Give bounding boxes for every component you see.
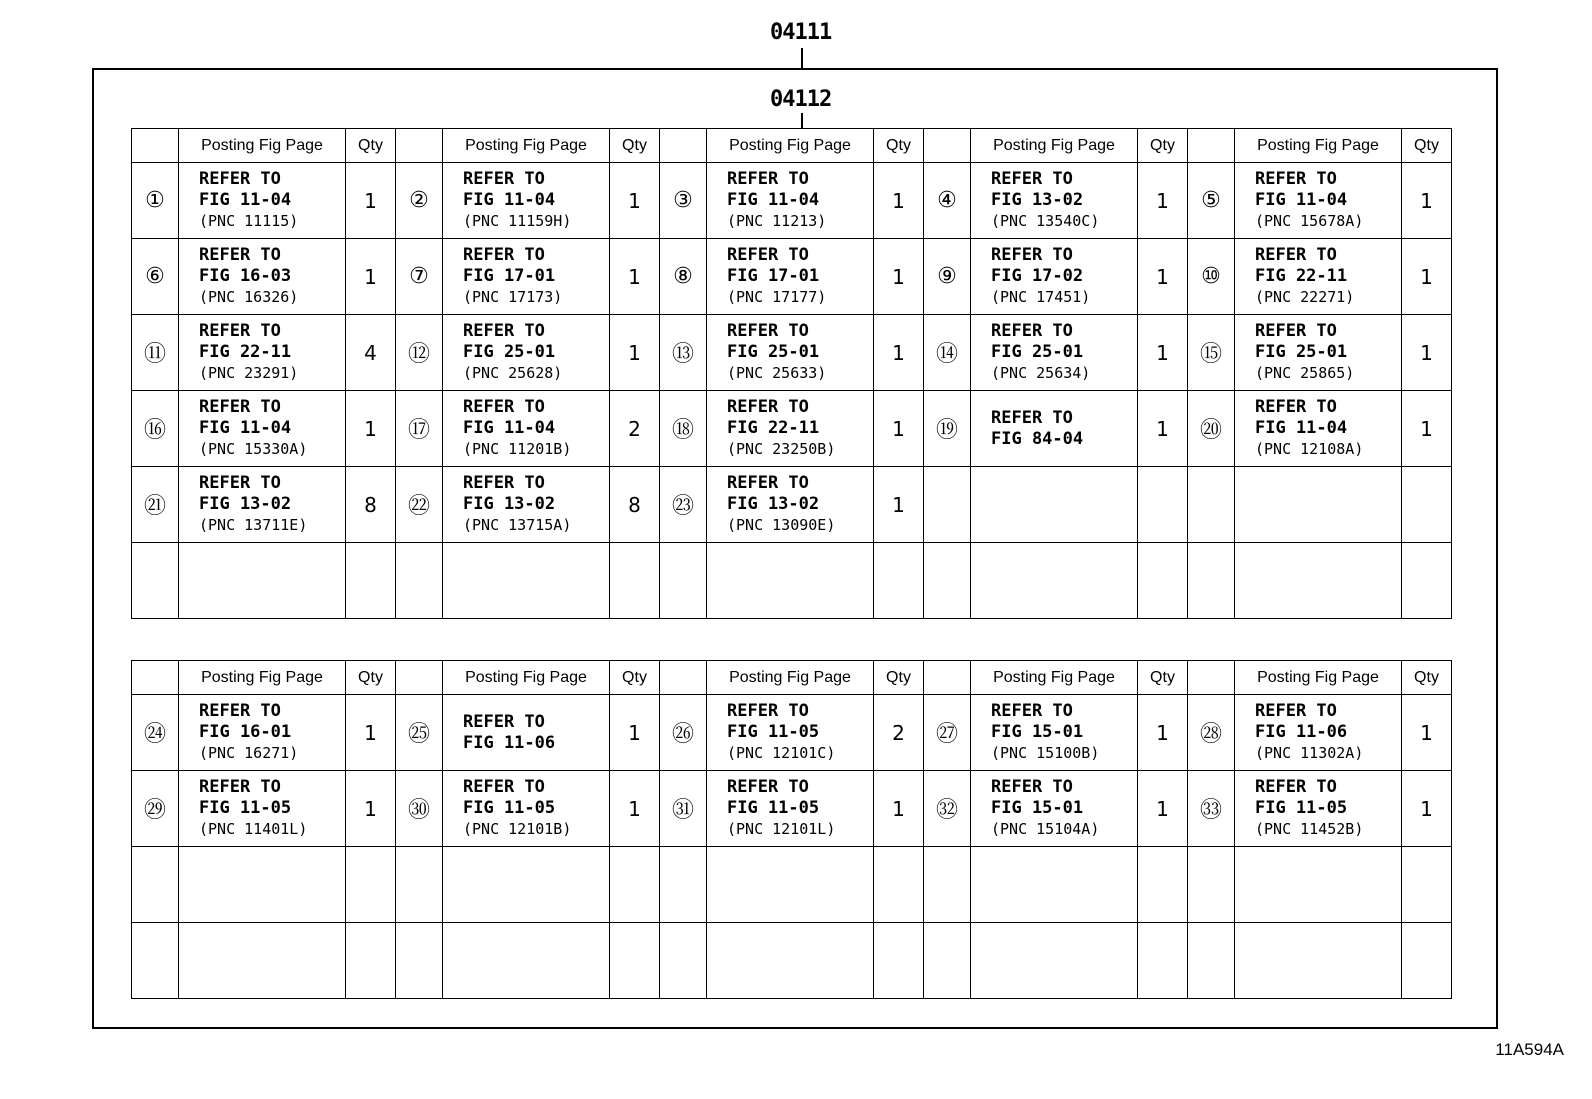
refer-to-text: REFER TO (199, 245, 281, 265)
quantity: 1 (346, 771, 396, 847)
quantity (346, 543, 396, 619)
refer-to-text: REFER TO (727, 397, 809, 417)
header-posting: Posting Fig Page (1235, 129, 1402, 163)
figure-code: 11A594A (1495, 1040, 1564, 1059)
figure-number: FIG 15-01 (991, 798, 1084, 818)
item-number: ⑫ (396, 315, 443, 391)
figure-number: FIG 11-05 (199, 798, 292, 818)
refer-to-text: REFER TO (1255, 321, 1337, 341)
quantity: 1 (346, 163, 396, 239)
posting-reference (1235, 391, 1402, 467)
pnc-number: (PNC 15678A) (1255, 212, 1364, 230)
item-number: ㉚ (396, 771, 443, 847)
posting-reference (179, 315, 346, 391)
posting-reference (1235, 923, 1402, 999)
quantity: 1 (1402, 391, 1452, 467)
figure-number: FIG 25-01 (727, 342, 820, 362)
quantity: 1 (1402, 315, 1452, 391)
header-qty: Qty (1402, 661, 1452, 695)
reference-table-lower (131, 660, 1452, 999)
posting-reference (1235, 467, 1402, 543)
quantity: 4 (346, 315, 396, 391)
posting-reference (443, 315, 610, 391)
item-number: ㉓ (660, 467, 707, 543)
header-posting: Posting Fig Page (971, 661, 1138, 695)
pnc-number: (PNC 11201B) (463, 440, 572, 458)
quantity: 1 (1402, 163, 1452, 239)
item-number (132, 543, 179, 619)
figure-number: FIG 16-03 (199, 266, 292, 286)
pnc-number: (PNC 16326) (199, 288, 299, 306)
refer-to-text: REFER TO (727, 321, 809, 341)
item-number: ⑮ (1188, 315, 1235, 391)
pnc-number: (PNC 25865) (1255, 364, 1355, 382)
quantity: 1 (874, 163, 924, 239)
item-number: ㉒ (396, 467, 443, 543)
table-row (132, 391, 1452, 467)
figure-number: FIG 15-01 (991, 722, 1084, 742)
posting-reference (179, 163, 346, 239)
pnc-number: (PNC 13715A) (463, 516, 572, 534)
item-number: ⑥ (132, 239, 179, 315)
item-number: ⑲ (924, 391, 971, 467)
quantity: 8 (610, 467, 660, 543)
quantity (1402, 923, 1452, 999)
quantity: 1 (874, 239, 924, 315)
refer-to-text: REFER TO (199, 777, 281, 797)
item-number (660, 543, 707, 619)
refer-to-text: REFER TO (199, 473, 281, 493)
header-number-cell (924, 129, 971, 163)
figure-number: FIG 17-02 (991, 266, 1084, 286)
refer-to-text: REFER TO (1255, 701, 1337, 721)
header-qty: Qty (346, 129, 396, 163)
reference-table-upper (131, 128, 1452, 619)
figure-number: FIG 11-05 (727, 722, 820, 742)
table-row (132, 163, 1452, 239)
posting-reference (707, 847, 874, 923)
quantity: 1 (610, 315, 660, 391)
quantity (1402, 467, 1452, 543)
item-number (660, 847, 707, 923)
figure-number: FIG 25-01 (991, 342, 1084, 362)
posting-reference (1235, 771, 1402, 847)
subassembly-leader-line (801, 113, 803, 128)
pnc-number: (PNC 13711E) (199, 516, 308, 534)
quantity: 1 (874, 315, 924, 391)
quantity (346, 847, 396, 923)
item-number: ㉝ (1188, 771, 1235, 847)
figure-number: FIG 22-11 (199, 342, 292, 362)
posting-reference (179, 695, 346, 771)
posting-reference (971, 543, 1138, 619)
posting-reference (707, 163, 874, 239)
header-qty: Qty (610, 661, 660, 695)
item-number: ⑰ (396, 391, 443, 467)
quantity: 1 (874, 771, 924, 847)
posting-reference (179, 467, 346, 543)
quantity (874, 923, 924, 999)
posting-reference (443, 391, 610, 467)
posting-reference (443, 163, 610, 239)
item-number: ㉔ (132, 695, 179, 771)
refer-to-text: REFER TO (463, 245, 545, 265)
posting-reference (707, 923, 874, 999)
pnc-number: (PNC 25634) (991, 364, 1091, 382)
refer-to-text: REFER TO (1255, 245, 1337, 265)
quantity: 8 (346, 467, 396, 543)
quantity: 1 (1138, 315, 1188, 391)
header-posting: Posting Fig Page (443, 661, 610, 695)
figure-number: FIG 11-04 (463, 418, 556, 438)
refer-to-text: REFER TO (463, 169, 545, 189)
quantity: 1 (1138, 391, 1188, 467)
table-row (132, 467, 1452, 543)
posting-reference (443, 695, 610, 771)
refer-to-text: REFER TO (727, 701, 809, 721)
header-posting: Posting Fig Page (707, 661, 874, 695)
pnc-number: (PNC 17173) (463, 288, 563, 306)
quantity (874, 847, 924, 923)
pnc-number: (PNC 13540C) (991, 212, 1100, 230)
figure-number: FIG 84-04 (991, 428, 1084, 449)
quantity (1138, 543, 1188, 619)
item-number: ㉜ (924, 771, 971, 847)
header-qty: Qty (1402, 129, 1452, 163)
figure-number: FIG 11-04 (199, 418, 292, 438)
quantity (346, 923, 396, 999)
posting-reference (971, 847, 1138, 923)
table-row (132, 923, 1452, 999)
posting-reference (707, 467, 874, 543)
quantity (610, 847, 660, 923)
figure-number: FIG 13-02 (991, 190, 1084, 210)
quantity (1402, 847, 1452, 923)
pnc-number: (PNC 15330A) (199, 440, 308, 458)
refer-to-text: REFER TO (1255, 169, 1337, 189)
pnc-number: (PNC 15100B) (991, 744, 1100, 762)
pnc-number: (PNC 11401L) (199, 820, 308, 838)
figure-number: FIG 17-01 (463, 266, 556, 286)
posting-reference (179, 771, 346, 847)
header-number-cell (396, 129, 443, 163)
posting-reference (1235, 163, 1402, 239)
pnc-number: (PNC 11213) (727, 212, 827, 230)
posting-reference (707, 543, 874, 619)
refer-to-text: REFER TO (1255, 397, 1337, 417)
posting-reference (443, 923, 610, 999)
refer-to-text: REFER TO (199, 701, 281, 721)
item-number (1188, 543, 1235, 619)
pnc-number: (PNC 11159H) (463, 212, 572, 230)
figure-number: FIG 22-11 (1255, 266, 1348, 286)
refer-to-text: REFER TO (199, 169, 281, 189)
posting-reference (1235, 695, 1402, 771)
header-number-cell (132, 661, 179, 695)
refer-to-text: REFER TO (727, 473, 809, 493)
posting-reference (707, 239, 874, 315)
quantity: 1 (874, 391, 924, 467)
item-number (924, 923, 971, 999)
posting-reference (971, 771, 1138, 847)
figure-number: FIG 11-04 (463, 190, 556, 210)
posting-reference (707, 695, 874, 771)
refer-to-text: REFER TO (463, 711, 545, 732)
figure-number: FIG 13-02 (727, 494, 820, 514)
quantity: 2 (874, 695, 924, 771)
figure-number: FIG 16-01 (199, 722, 292, 742)
figure-number: FIG 13-02 (199, 494, 292, 514)
item-number (396, 543, 443, 619)
posting-reference (971, 923, 1138, 999)
quantity: 1 (1402, 239, 1452, 315)
posting-reference (179, 923, 346, 999)
posting-reference (971, 239, 1138, 315)
refer-to-text: REFER TO (991, 245, 1073, 265)
quantity: 1 (610, 163, 660, 239)
posting-reference (1235, 543, 1402, 619)
item-number: ㉘ (1188, 695, 1235, 771)
item-number (924, 847, 971, 923)
table-row (132, 771, 1452, 847)
posting-reference (179, 391, 346, 467)
figure-number: FIG 11-06 (463, 732, 556, 753)
quantity: 1 (346, 239, 396, 315)
posting-reference (443, 771, 610, 847)
refer-to-text: REFER TO (727, 777, 809, 797)
header-qty: Qty (346, 661, 396, 695)
figure-number: FIG 11-04 (1255, 418, 1348, 438)
header-qty: Qty (610, 129, 660, 163)
item-number: ⑱ (660, 391, 707, 467)
figure-number: FIG 25-01 (1255, 342, 1348, 362)
posting-reference (1235, 847, 1402, 923)
header-qty: Qty (1138, 661, 1188, 695)
item-number (396, 923, 443, 999)
item-number: ② (396, 163, 443, 239)
header-posting: Posting Fig Page (971, 129, 1138, 163)
figure-number: FIG 11-04 (199, 190, 292, 210)
posting-reference (179, 847, 346, 923)
item-number: ① (132, 163, 179, 239)
refer-to-text: REFER TO (727, 169, 809, 189)
item-number: ⑳ (1188, 391, 1235, 467)
figure-number: FIG 11-05 (727, 798, 820, 818)
item-number (132, 847, 179, 923)
posting-reference (971, 695, 1138, 771)
header-number-cell (924, 661, 971, 695)
posting-reference (179, 543, 346, 619)
refer-to-text: REFER TO (199, 321, 281, 341)
header-number-cell (132, 129, 179, 163)
table-header-row (132, 661, 1452, 695)
item-number: ㉕ (396, 695, 443, 771)
posting-reference (1235, 315, 1402, 391)
refer-to-text: REFER TO (727, 245, 809, 265)
figure-number: FIG 11-05 (1255, 798, 1348, 818)
item-number: ㉙ (132, 771, 179, 847)
header-posting: Posting Fig Page (1235, 661, 1402, 695)
pnc-number: (PNC 12108A) (1255, 440, 1364, 458)
quantity: 1 (1402, 771, 1452, 847)
quantity: 1 (610, 771, 660, 847)
pnc-number: (PNC 11302A) (1255, 744, 1364, 762)
quantity: 1 (1138, 163, 1188, 239)
figure-number: FIG 25-01 (463, 342, 556, 362)
item-number (1188, 467, 1235, 543)
item-number: ㉗ (924, 695, 971, 771)
refer-to-text: REFER TO (463, 777, 545, 797)
posting-reference (707, 315, 874, 391)
item-number: ㉖ (660, 695, 707, 771)
refer-to-text: REFER TO (199, 397, 281, 417)
posting-reference (443, 543, 610, 619)
posting-reference (971, 163, 1138, 239)
table-row (132, 315, 1452, 391)
figure-number: FIG 11-04 (727, 190, 820, 210)
refer-to-text: REFER TO (991, 701, 1073, 721)
figure-number: FIG 22-11 (727, 418, 820, 438)
pnc-number: (PNC 22271) (1255, 288, 1355, 306)
item-number: ⑯ (132, 391, 179, 467)
table-row (132, 239, 1452, 315)
quantity: 1 (1138, 239, 1188, 315)
pnc-number: (PNC 17177) (727, 288, 827, 306)
item-number: ④ (924, 163, 971, 239)
refer-to-text: REFER TO (991, 321, 1073, 341)
posting-reference (179, 239, 346, 315)
quantity (610, 923, 660, 999)
table-row (132, 847, 1452, 923)
quantity: 1 (874, 467, 924, 543)
item-number: ㉑ (132, 467, 179, 543)
assembly-number: 04111 (770, 20, 832, 45)
quantity: 1 (1138, 695, 1188, 771)
header-posting: Posting Fig Page (179, 129, 346, 163)
pnc-number: (PNC 12101C) (727, 744, 836, 762)
item-number: ⑨ (924, 239, 971, 315)
header-posting: Posting Fig Page (443, 129, 610, 163)
posting-reference (707, 771, 874, 847)
item-number: ⑪ (132, 315, 179, 391)
item-number (660, 923, 707, 999)
pnc-number: (PNC 25633) (727, 364, 827, 382)
posting-reference (707, 391, 874, 467)
refer-to-text: REFER TO (991, 169, 1073, 189)
header-number-cell (396, 661, 443, 695)
header-number-cell (660, 661, 707, 695)
quantity (874, 543, 924, 619)
item-number: ⑧ (660, 239, 707, 315)
quantity (1138, 467, 1188, 543)
posting-reference (971, 467, 1138, 543)
quantity: 1 (1138, 771, 1188, 847)
item-number: ⑩ (1188, 239, 1235, 315)
assembly-leader-line (801, 48, 803, 68)
figure-number: FIG 11-06 (1255, 722, 1348, 742)
pnc-number: (PNC 15104A) (991, 820, 1100, 838)
quantity (1138, 847, 1188, 923)
pnc-number: (PNC 16271) (199, 744, 299, 762)
quantity: 1 (346, 391, 396, 467)
pnc-number: (PNC 23250B) (727, 440, 836, 458)
quantity (1138, 923, 1188, 999)
item-number (924, 543, 971, 619)
header-number-cell (660, 129, 707, 163)
header-posting: Posting Fig Page (179, 661, 346, 695)
item-number: ⑭ (924, 315, 971, 391)
header-posting: Posting Fig Page (707, 129, 874, 163)
item-number (396, 847, 443, 923)
pnc-number: (PNC 17451) (991, 288, 1091, 306)
pnc-number: (PNC 13090E) (727, 516, 836, 534)
pnc-number: (PNC 12101L) (727, 820, 836, 838)
table-row (132, 543, 1452, 619)
header-qty: Qty (1138, 129, 1188, 163)
refer-to-text: REFER TO (1255, 777, 1337, 797)
pnc-number: (PNC 25628) (463, 364, 563, 382)
figure-number: FIG 17-01 (727, 266, 820, 286)
table-header-row (132, 129, 1452, 163)
item-number (1188, 923, 1235, 999)
item-number (132, 923, 179, 999)
item-number: ③ (660, 163, 707, 239)
quantity: 1 (346, 695, 396, 771)
refer-to-text: REFER TO (991, 407, 1073, 428)
quantity: 1 (1402, 695, 1452, 771)
quantity: 1 (610, 239, 660, 315)
refer-to-text: REFER TO (463, 321, 545, 341)
pnc-number: (PNC 12101B) (463, 820, 572, 838)
posting-reference (971, 315, 1138, 391)
item-number: ⑦ (396, 239, 443, 315)
item-number: ⑤ (1188, 163, 1235, 239)
header-qty: Qty (874, 129, 924, 163)
table-row (132, 695, 1452, 771)
item-number: ㉛ (660, 771, 707, 847)
posting-reference (443, 239, 610, 315)
pnc-number: (PNC 11452B) (1255, 820, 1364, 838)
posting-reference (443, 467, 610, 543)
item-number: ⑬ (660, 315, 707, 391)
figure-number: FIG 13-02 (463, 494, 556, 514)
figure-number: FIG 11-05 (463, 798, 556, 818)
header-number-cell (1188, 661, 1235, 695)
item-number (924, 467, 971, 543)
subassembly-number: 04112 (770, 87, 832, 112)
refer-to-text: REFER TO (463, 397, 545, 417)
posting-reference (443, 847, 610, 923)
header-qty: Qty (874, 661, 924, 695)
refer-to-text: REFER TO (991, 777, 1073, 797)
quantity: 1 (610, 695, 660, 771)
quantity (1402, 543, 1452, 619)
item-number (1188, 847, 1235, 923)
refer-to-text: REFER TO (463, 473, 545, 493)
header-number-cell (1188, 129, 1235, 163)
pnc-number: (PNC 23291) (199, 364, 299, 382)
pnc-number: (PNC 11115) (199, 212, 299, 230)
quantity (610, 543, 660, 619)
figure-number: FIG 11-04 (1255, 190, 1348, 210)
posting-reference (971, 391, 1138, 467)
quantity: 2 (610, 391, 660, 467)
posting-reference (1235, 239, 1402, 315)
